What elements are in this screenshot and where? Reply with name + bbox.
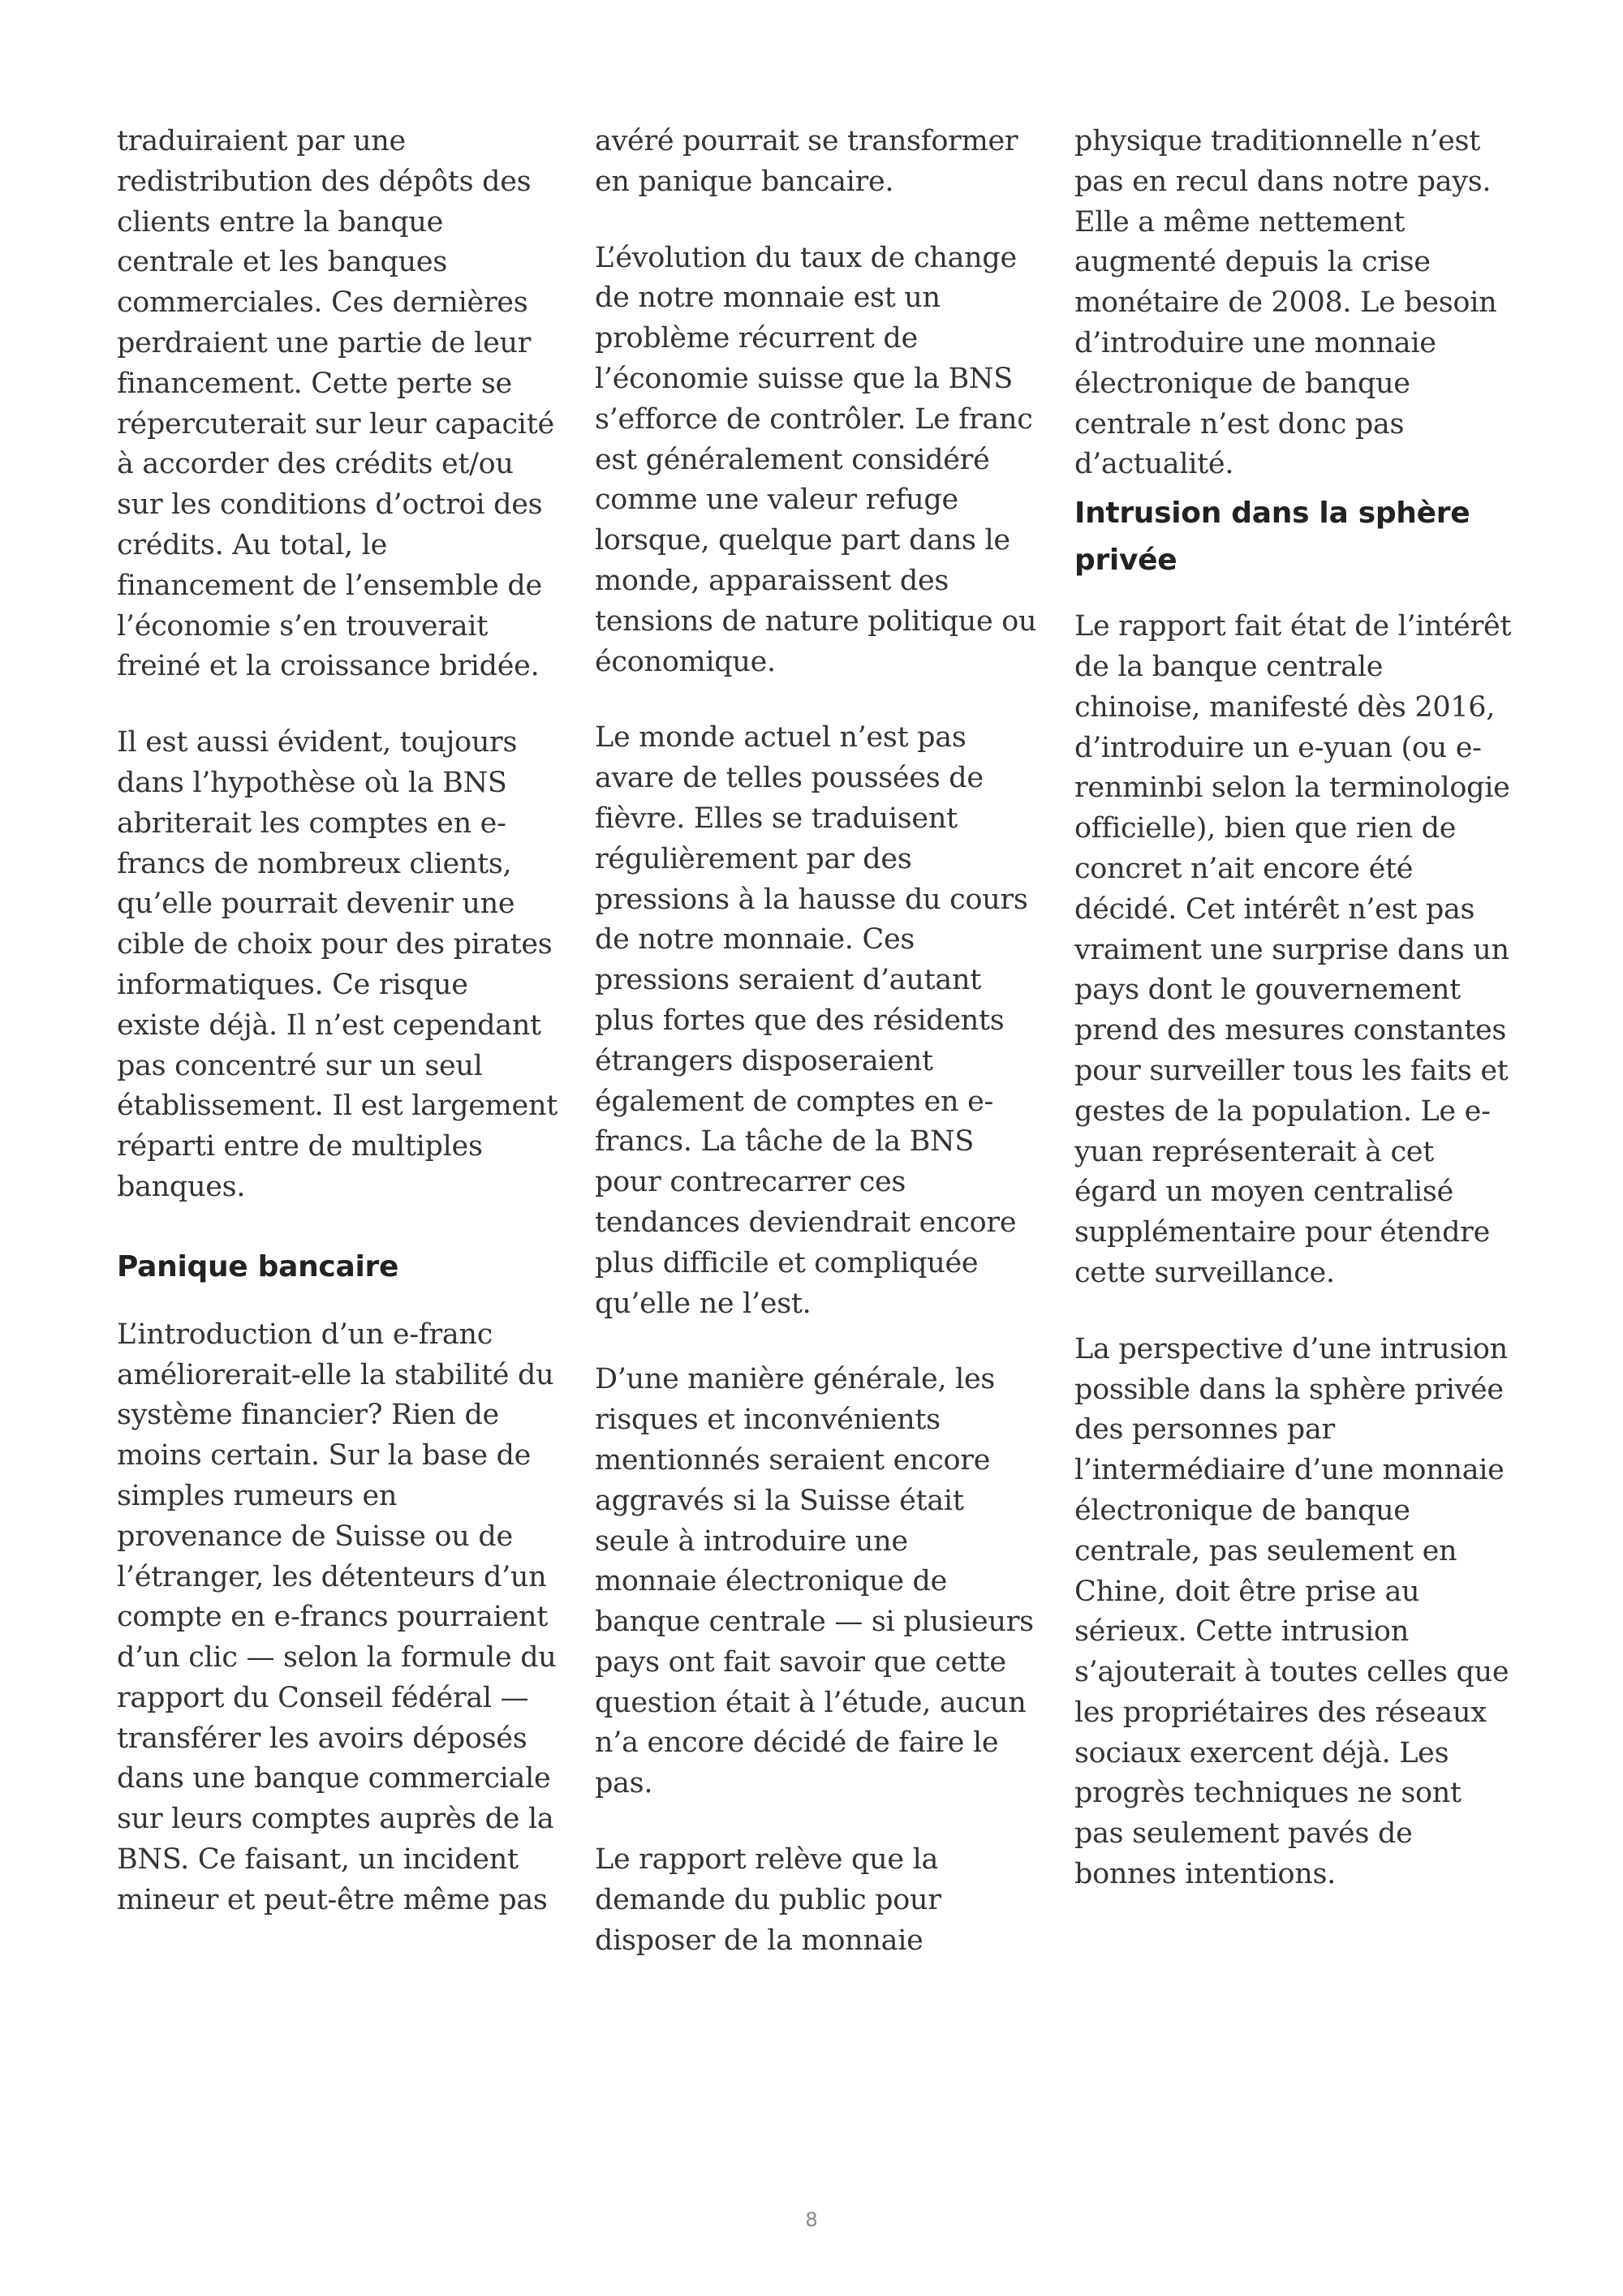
paragraph: D’une manière générale, les risques et inconvénients mentionnés seraient encore aggravés si la Suisse était seule à introduire une monnaie électronique de banque centrale — si plusieurs pays ont fait savoir que cette question était à l’étude, aucun n’a encore décidé de faire le pas. (595, 1363, 1034, 1800)
page-number: 8 (805, 2208, 818, 2231)
paragraph: Le rapport relève que la demande du public pour disposer de la monnaie (595, 1843, 941, 1957)
paragraph: avéré pourrait se transformer en panique bancaire. (595, 125, 1018, 198)
text-column-3 (1074, 122, 1517, 1931)
paragraph: L’introduction d’un e-franc améliorerait-elle la stabilité du système financier? Rien de moins certain. Sur la base de simples rumeurs en provenance de Suisse ou de l’étranger, les détenteurs d’un compte en e-francs pourraient d’un clic — selon la formule du rapport du Conseil fédéral — transférer les avoirs déposés dans une banque commerciale sur leurs comptes auprès de la BNS. Ce faisant, un incident mineur et peut-être même pas (117, 1318, 557, 1916)
paragraph: Le rapport fait état de l’intérêt de la banque centrale chinoise, manifesté dès 2016, d’introduire un e-yuan (ou e-renminbi selon la terminologie officielle), bien que rien de concret n’ait encore été décidé. Cet intérêt n’est pas vraiment une surprise dans un pays dont le gouvernement prend des mesures constantes pour surveiller tous les faits et gestes de la population. Le e-yuan représenterait à cet égard un moyen centralisé supplémentaire pour étendre cette surveillance. (1074, 610, 1512, 1289)
paragraph: L’évolution du taux de change de notre monnaie est un problème récurrent de l’économie suisse que la BNS s’efforce de contrôler. Le franc est généralement considéré comme une valeur refuge lorsque, quelque part dans le monde, apparaissent des tensions de nature politique ou économique. (595, 241, 1037, 678)
paragraph: La perspective d’une intrusion possible dans la sphère privée des personnes par l’intermédiaire d’une monnaie électronique de banque centrale, pas seulement en Chine, doit être prise au sérieux. Cette intrusion s’ajouterait à toutes celles que les propriétaires des réseaux sociaux exercent déjà. Les progrès techniques ne sont pas seulement pavés de bonnes intentions. (1074, 1332, 1509, 1891)
text-column-2 (595, 122, 1037, 1997)
section-heading: Panique bancaire (117, 1249, 399, 1283)
paragraph: physique traditionnelle n’est pas en recul dans notre pays. Elle a même nettement augmenté depuis la crise monétaire de 2008. Le besoin d’introduire une monnaie électronique de banque centrale n’est donc pas d’actualité. (1074, 125, 1497, 481)
paragraph: traduiraient par une redistribution des dépôts des clients entre la banque centrale et les banques commerciales. Ces dernières perdraient une partie de leur financement. Cette perte se répercuterait sur leur capacité à accorder des crédits et/ou sur les conditions d’octroi des crédits. Au total, le financement de l’ensemble de l’économie s’en trouverait freiné et la croissance bridée. (117, 125, 554, 683)
paragraph: Il est aussi évident, toujours dans l’hypothèse où la BNS abriterait les comptes en e-francs de nombreux clients, qu’elle pourrait devenir une cible de choix pour des pirates informatiques. Ce risque existe déjà. Il n’est cependant pas concentré sur un seul établissement. Il est largement réparti entre de multiples banques. (117, 726, 558, 1203)
section-heading: Intrusion dans la sphère privée (1074, 497, 1470, 578)
text-column-1 (117, 122, 559, 1957)
paragraph: Le monde actuel n’est pas avare de telles poussées de fièvre. Elles se traduisent régulièrement par des pressions à la hausse du cours de notre monnaie. Ces pressions seraient d’autant plus fortes que des résidents étrangers disposeraient également de comptes en e-francs. La tâche de la BNS pour contrecarrer ces tendances deviendrait encore plus difficile et compliquée qu’elle ne l’est. (595, 721, 1028, 1320)
